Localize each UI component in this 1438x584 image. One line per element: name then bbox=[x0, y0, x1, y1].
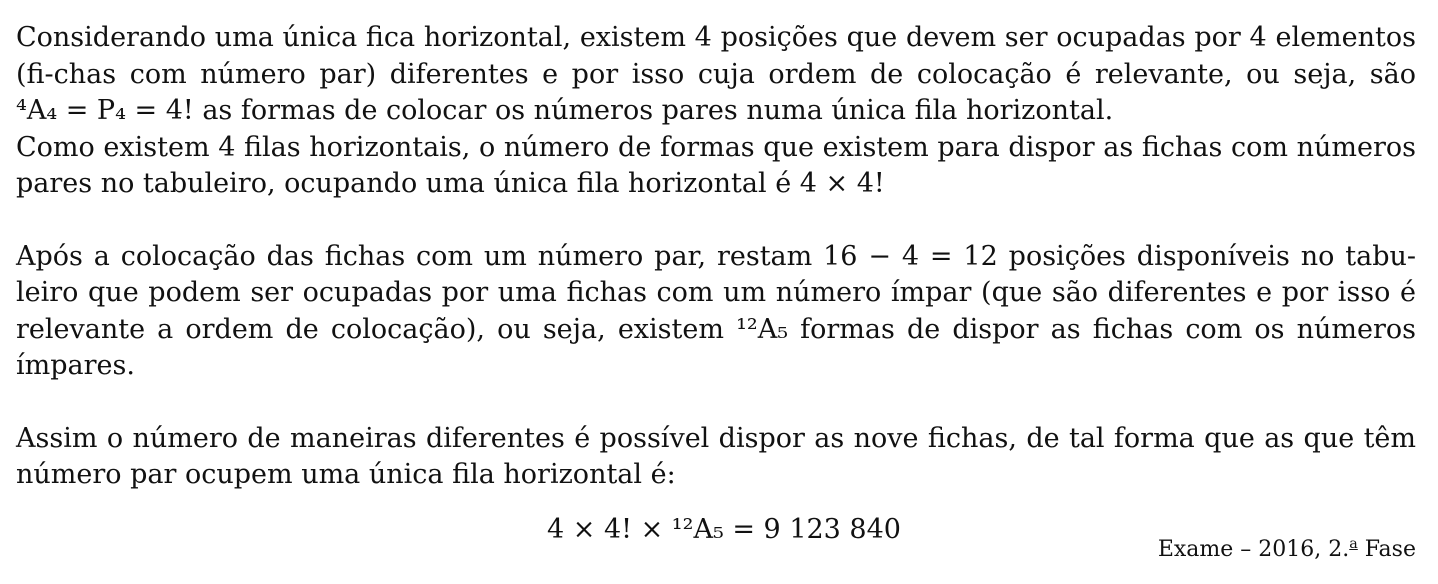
paragraph-1-text-b: as formas de colocar os números pares numa única fila horizontal. bbox=[193, 95, 1114, 126]
paragraph-1-text-a: Considerando uma única fica horizontal, existem 4 posições que devem ser ocupadas por 4 elementos (fi-chas com número par) diferentes e por isso cuja ordem de colocação é relevante, ou seja, são bbox=[16, 22, 1416, 90]
paragraph-gap bbox=[16, 203, 1416, 239]
paragraph-3-text-a: Após a colocação das fichas com um número par, restam 16 − 4 = 12 posições disponíveis no tabu-leiro que podem ser ocupadas por uma fichas com um número ímpar (que são diferentes e por isso é relevante a ordem de colocação), ou seja, existem bbox=[16, 240, 1416, 345]
paragraph-3-text-b: formas de dispor as fichas com os números ímpares. bbox=[16, 313, 1416, 381]
exam-source-ordinal: a bbox=[1349, 536, 1358, 553]
paragraph-1 bbox=[16, 20, 1416, 130]
paragraph-3-math: ¹²A₅ bbox=[736, 313, 789, 345]
paragraph-2-text: Como existem 4 filas horizontais, o número de formas que existem para dispor as fichas com números pares no tabuleiro, ocupando uma única fila horizontal é 4 × 4! bbox=[16, 131, 1416, 199]
paragraph-3 bbox=[16, 239, 1416, 385]
paragraph-4-text: Assim o número de maneiras diferentes é possível dispor as nove fichas, de tal forma que as que têm número par ocupem uma única fila horizontal é: bbox=[16, 422, 1416, 490]
result-equation-text: 4 × 4! × ¹²A₅ = 9 123 840 bbox=[547, 513, 901, 545]
paragraph-gap bbox=[16, 385, 1416, 421]
document-body bbox=[16, 20, 1416, 548]
exam-source-phase: Fase bbox=[1357, 537, 1416, 562]
paragraph-1-math: ⁴A₄ = P₄ = 4! bbox=[16, 95, 194, 126]
paragraph-2 bbox=[16, 130, 1416, 203]
paragraph-4 bbox=[16, 421, 1416, 494]
exam-source bbox=[1158, 536, 1416, 564]
exam-source-text: Exame – 2016, 2. bbox=[1157, 537, 1350, 562]
